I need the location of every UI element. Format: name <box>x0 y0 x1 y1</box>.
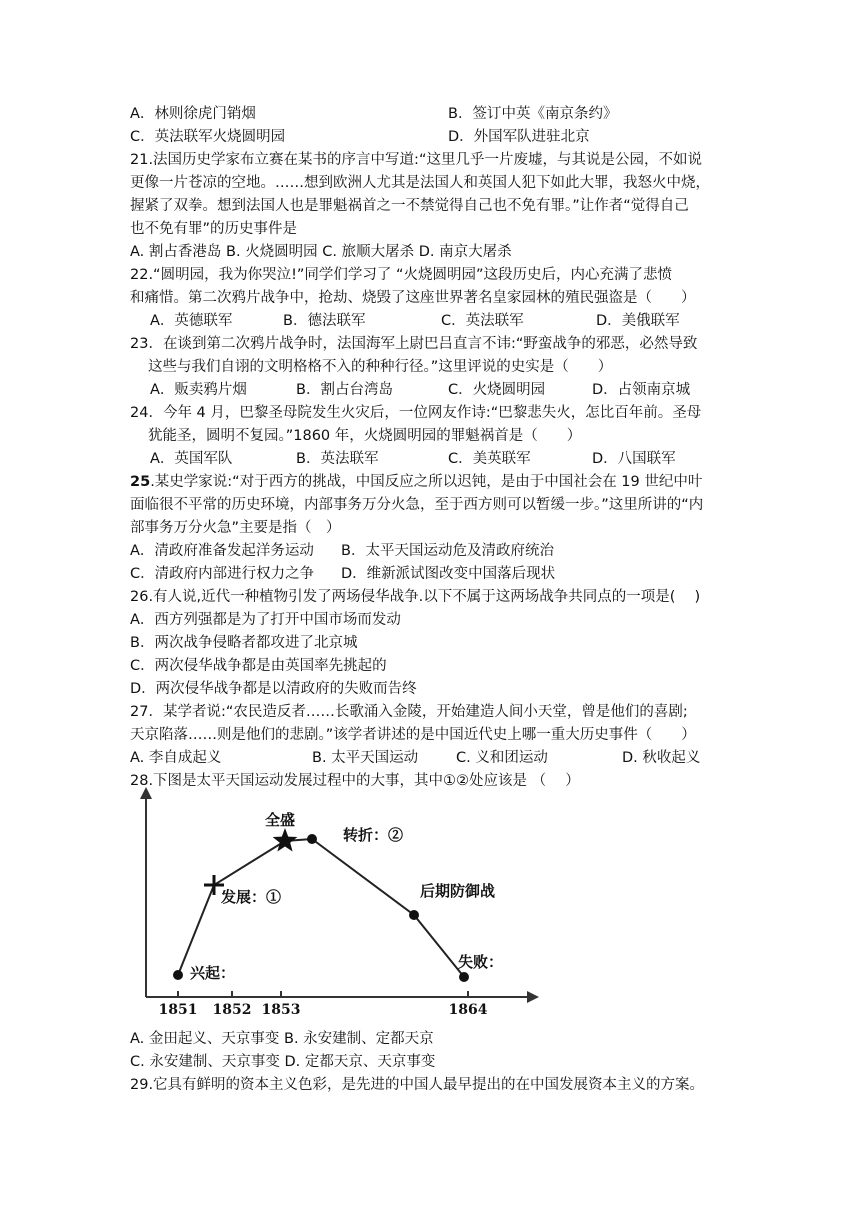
q21-options: A. 割占香港岛 B. 火烧圆明园 C. 旅顺大屠杀 D. 南京大屠杀 <box>130 244 512 260</box>
q25-option-a: A．清政府准备发起洋务运动 <box>130 543 314 559</box>
label-fall: 失败： <box>458 953 504 971</box>
timeline-line <box>178 839 464 977</box>
q23-line-1: 23．在谈到第二次鸦片战争时，法国海军上尉巴吕直言不讳:“野蛮战争的邪恶，必然导致 <box>130 336 698 352</box>
q24-option-a: A．英国军队 <box>150 451 233 467</box>
q26-option-b: B．两次战争侵略者都攻进了北京城 <box>130 635 358 651</box>
q24-line-2: 犹能圣，圆明不复园。”1860 年，火烧圆明园的罪魁祸首是（ ） <box>148 428 582 444</box>
taiping-timeline-chart <box>128 785 548 1020</box>
q27-line-2: 天京陷落……则是他们的悲剧。”该学者讲述的是中国近代史上哪一重大历史事件（ ） <box>130 727 696 743</box>
label-development: 发展：① <box>221 888 282 906</box>
chart-layer <box>159 811 504 1018</box>
q21-line-2: 更像一片苍凉的空地。……想到欧洲人尤其是法国人和英国人犯下如此大罪，我怒火中烧， <box>130 175 710 191</box>
q21-line-1: 21.法国历史学家布立赛在某书的序言中写道:“这里几乎一片废墟，与其说是公园，不如说 <box>130 152 702 168</box>
q26-option-c: C．两次侵华战争都是由英国率先挑起的 <box>130 658 387 674</box>
q25-number: 25 <box>130 474 151 490</box>
q23-option-d: D．占领南京城 <box>592 382 691 398</box>
q25-option-d: D．维新派试图改变中国落后现状 <box>341 566 556 582</box>
q24-line-1: 24．今年 4 月，巴黎圣母院发生火灾后，一位网友作诗:“巴黎悲失火，怎比百年前。圣母 <box>130 405 702 421</box>
q25-option-b: B．太平天国运动危及清政府统治 <box>341 543 554 559</box>
label-late-defense: 后期防御战 <box>420 882 496 900</box>
q22-option-a: A．英德联军 <box>150 313 233 329</box>
q28-line: 28.下图是太平天国运动发展过程中的大事，其中①②处应该是 （ ） <box>130 773 580 789</box>
point-rise <box>173 970 183 980</box>
q20-option-c: C．英法联军火烧圆明园 <box>130 129 286 145</box>
label-peak: 全盛 <box>264 811 296 829</box>
q21-line-3: 握紧了双拳。想到法国人也是罪魁祸首之一不禁觉得自己也不免有罪。”让作者“觉得自己 <box>130 198 689 214</box>
q28-options-line-2: C. 永安建制、天京事变 D. 定都天京、天京事变 <box>130 1054 436 1070</box>
q23-option-b: B．割占台湾岛 <box>296 382 393 398</box>
q25-line-2: 面临很不平常的历史环境，内部事务万分火急，至于西方则可以暂缓一步。”这里所讲的“内 <box>130 497 704 513</box>
point-fall <box>459 972 469 982</box>
x-tick-label: 1851 <box>158 1002 198 1018</box>
q25-option-c: C．清政府内部进行权力之争 <box>130 566 315 582</box>
q27-option-d: D. 秋收起义 <box>622 750 701 766</box>
q25-line-1-text: .某史学家说:“对于西方的挑战，中国反应之所以迟钝，是由于中国社会在 19 世纪中叶 <box>150 474 703 490</box>
q20-option-d: D．外国军队进驻北京 <box>448 129 590 145</box>
q25-line-3: 部事务万分火急”主要是指（ ） <box>130 520 341 536</box>
q24-option-d: D．八国联军 <box>592 451 676 467</box>
q27-line-1: 27．某学者说:“农民造反者……长歌涌入金陵，开始建造人间小天堂，曾是他们的喜剧; <box>130 704 688 720</box>
label-turning: 转折：② <box>343 826 404 844</box>
q27-option-a: A. 李自成起义 <box>130 750 222 766</box>
q22-option-c: C．英法联军 <box>441 313 524 329</box>
label-rise: 兴起： <box>190 964 236 982</box>
q21-line-4: 也不免有罪”的历史事件是 <box>130 221 298 237</box>
q22-option-d: D．美俄联军 <box>596 313 680 329</box>
q26-line: 26.有人说,近代一种植物引发了两场侵华战争.以下不属于这两场战争共同点的一项是( ) <box>130 589 701 605</box>
x-tick-label: 1853 <box>261 1002 301 1018</box>
q22-option-b: B．德法联军 <box>283 313 366 329</box>
point-turning <box>307 834 317 844</box>
q27-option-c: C. 义和团运动 <box>456 750 548 766</box>
point-late-defense <box>409 910 419 920</box>
x-tick-label: 1852 <box>212 1002 252 1018</box>
q22-line-2: 和痛惜。第二次鸦片战争中，抢劫、烧毁了这座世界著名皇家园林的殖民强盗是（ ） <box>130 290 696 306</box>
q22-line-1: 22.“圆明园，我为你哭泣!”同学们学习了 “火烧圆明园”这段历史后，内心充满了悲愤 <box>130 267 673 283</box>
x-tick-label: 1864 <box>448 1002 488 1018</box>
q28-options-line-1: A. 金田起义、天京事变 B. 永安建制、定都天京 <box>130 1031 434 1047</box>
q20-option-b: B．签订中英《南京条约》 <box>448 106 618 122</box>
q29-line: 29.它具有鲜明的资本主义色彩，是先进的中国人最早提出的在中国发展资本主义的方案。 <box>130 1077 705 1093</box>
q24-option-c: C．美英联军 <box>448 451 531 467</box>
q27-option-b: B. 太平天国运动 <box>312 750 419 766</box>
q26-option-a: A．西方列强都是为了打开中国市场而发动 <box>130 612 401 628</box>
q23-line-2: 这些与我们自诩的文明格格不入的种种行径。”这里评说的史实是（ ） <box>148 359 613 375</box>
q25-line-1 <box>130 472 702 493</box>
q23-option-c: C．火烧圆明园 <box>448 382 546 398</box>
point-peak-star <box>273 828 298 852</box>
q26-option-d: D．两次侵华战争都是以清政府的失败而告终 <box>130 681 417 697</box>
q20-option-a: A．林则徐虎门销烟 <box>130 106 256 122</box>
q24-option-b: B．英法联军 <box>296 451 379 467</box>
q23-option-a: A．贩卖鸦片烟 <box>150 382 247 398</box>
